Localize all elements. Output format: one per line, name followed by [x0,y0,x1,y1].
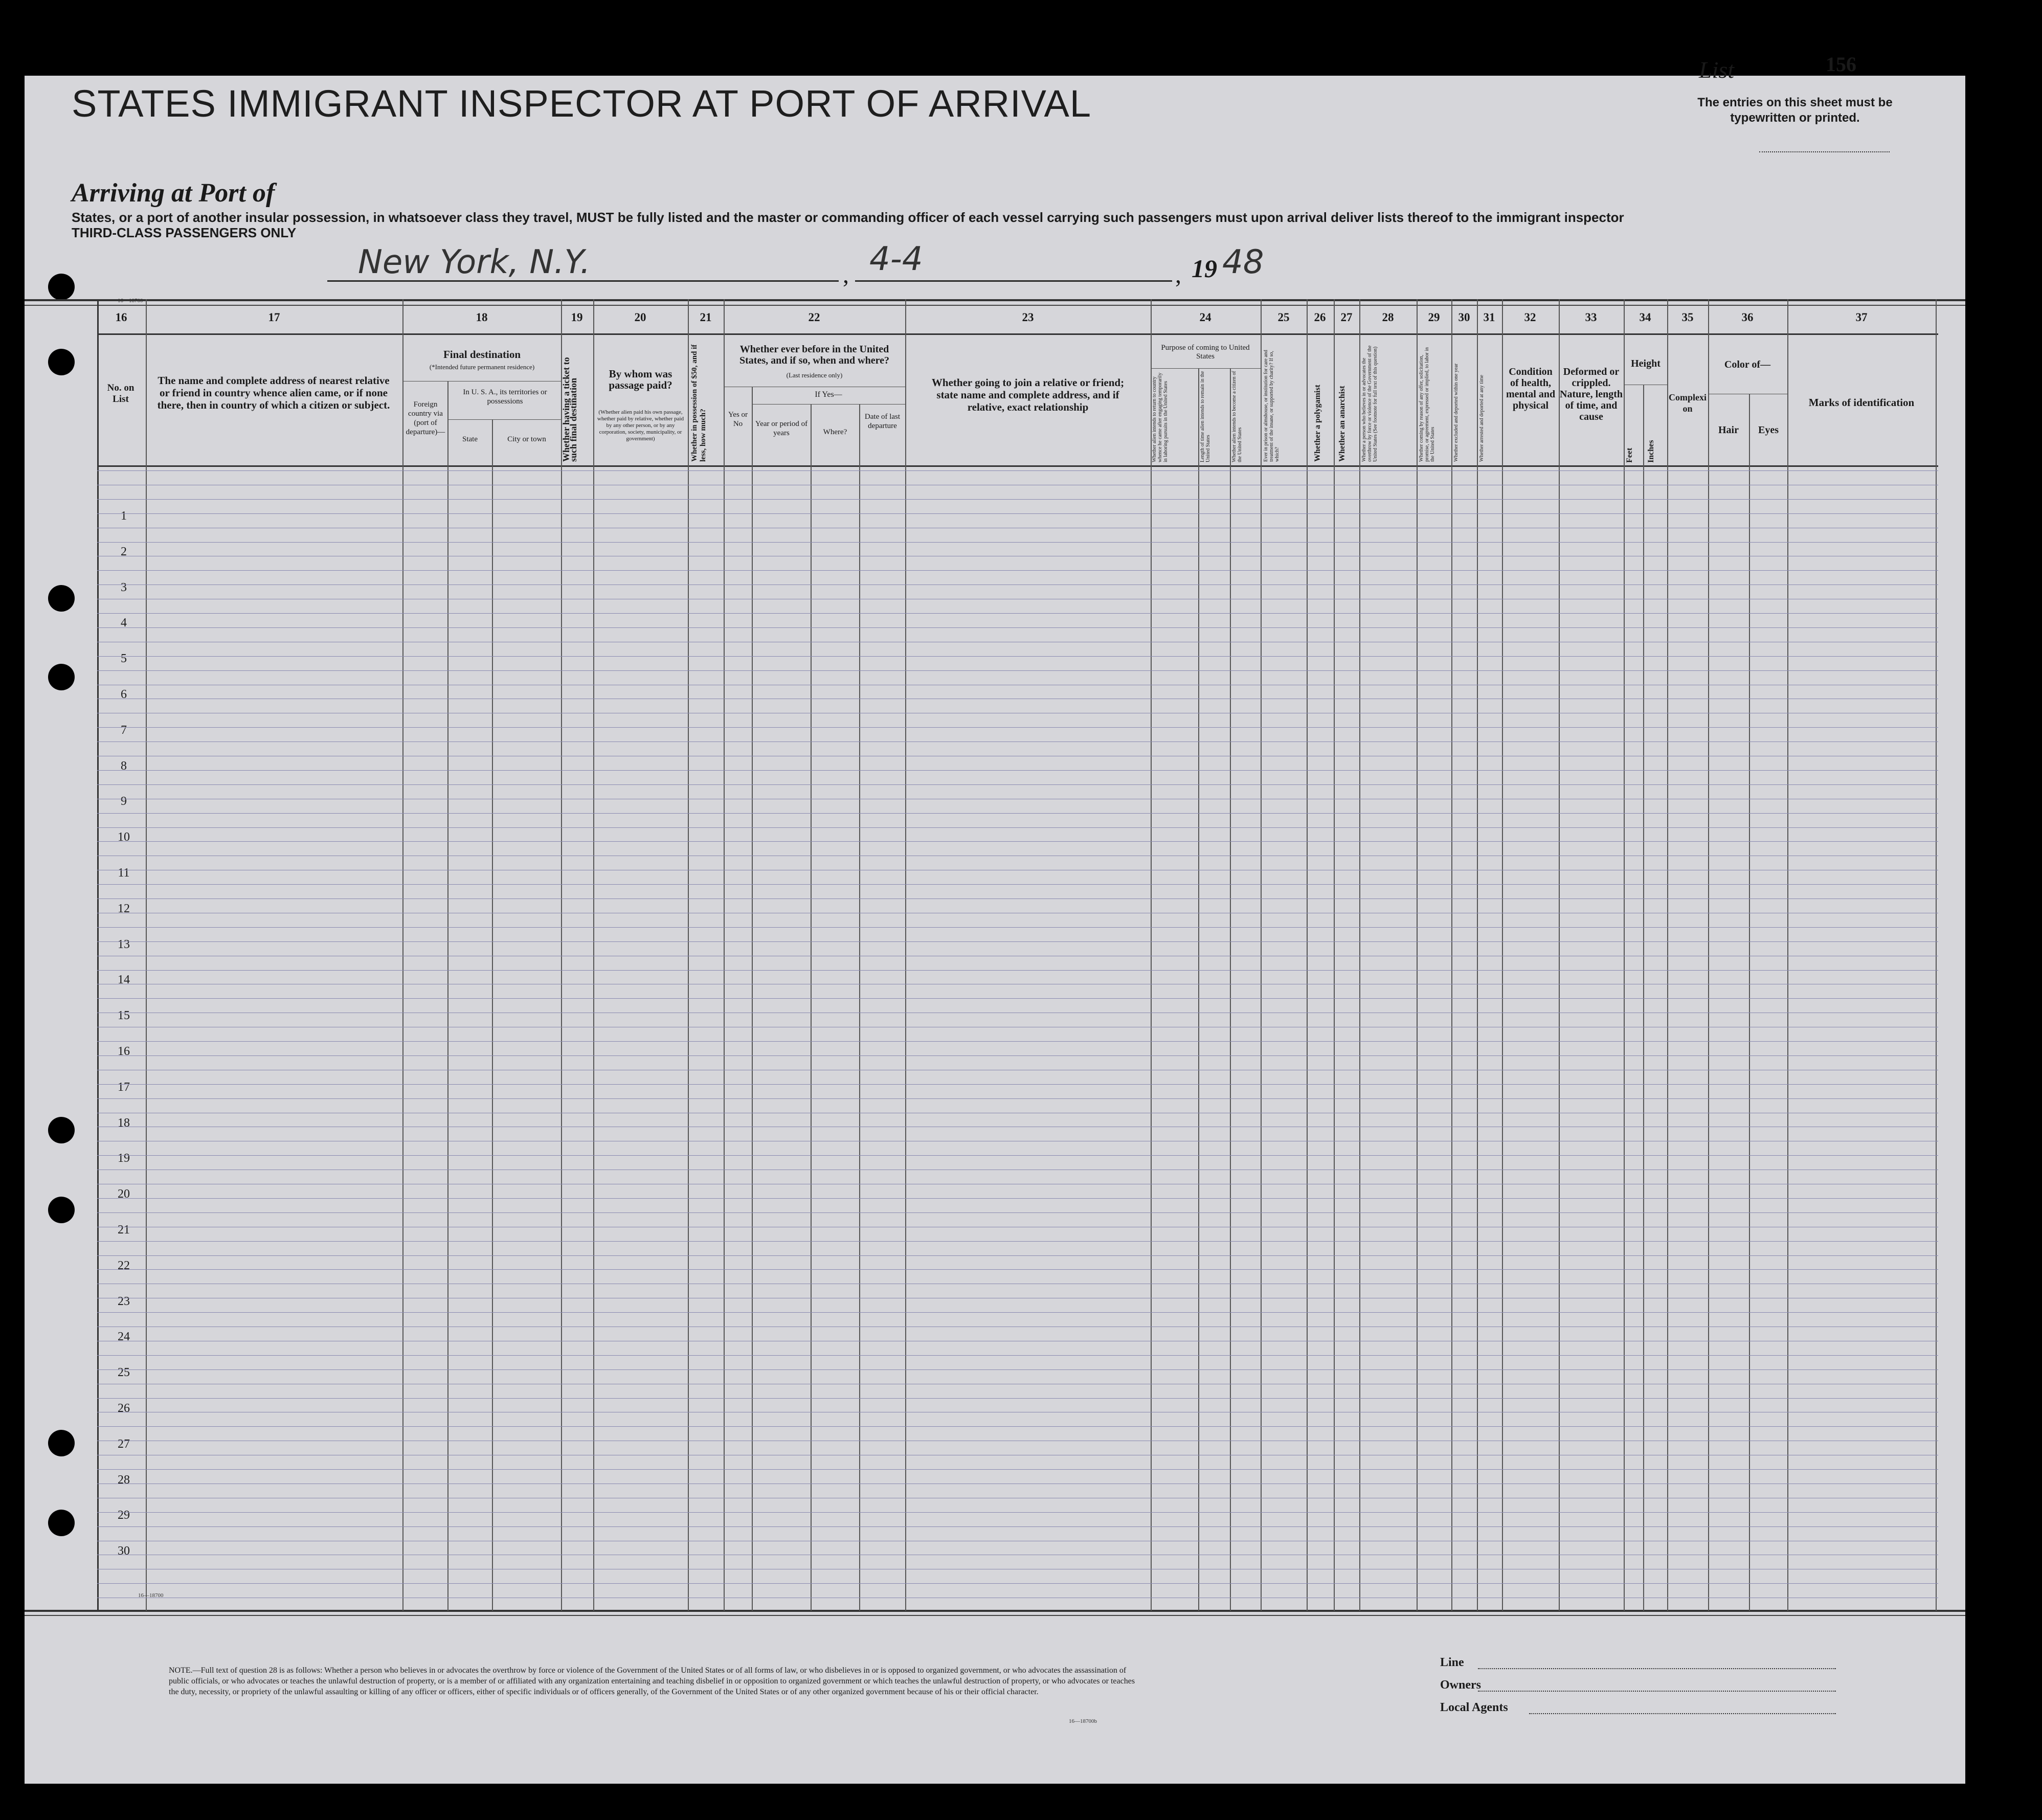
row-ruling [97,1255,1938,1256]
header-become-citizen: Whether alien intends to become a citizen of the United States [1231,371,1243,462]
year-prefix: 19 [1192,254,1217,283]
column-divider [1787,299,1788,1611]
row-number: 20 [118,1187,130,1201]
column-divider [1417,299,1418,1611]
row-number: 19 [118,1152,130,1165]
column-number: 22 [808,311,820,324]
row-ruling [97,1041,1938,1042]
header-passage-paid: By whom was passage paid? [609,368,672,391]
row-number: 7 [121,723,127,737]
column-divider [1502,299,1503,1611]
arriving-label: Arriving at Port of [72,178,275,208]
header-number-rule [97,333,1938,335]
column-number: 25 [1277,311,1290,324]
column-number: 18 [476,311,488,324]
list-underline [1759,151,1890,152]
header-city: City or town [507,435,546,443]
row-ruling [97,1198,1938,1199]
header-health: Condition of health, mental and physical [1506,366,1556,411]
form-subtitle: States, or a port of another insular possession, in whatsoever class they travel, MUST be fully listed and the master or commanding officer of each vessel carrying such passengers must upon arrival deliver lists thereof to the immigrant inspector [72,210,1624,225]
list-number: 156 [1826,53,1856,76]
column-divider [1359,299,1360,1611]
footer-agents-label: Local Agents [1440,1701,1508,1714]
column-number: 30 [1458,311,1470,324]
header-years: Year or period of years [755,420,808,437]
row-ruling [97,656,1938,657]
row-number: 27 [118,1437,130,1451]
column-divider [1151,299,1152,1611]
header-date-departure: Date of last departure [864,413,901,430]
row-number: 10 [118,830,130,844]
passenger-class: THIRD-CLASS PASSENGERS ONLY [72,225,297,240]
form-code-bottom-left: 16—18700 [138,1592,164,1599]
header-if-yes: If Yes— [815,390,842,399]
table-bottom-rule [25,1615,1965,1616]
table-top-rule [25,305,1965,306]
row-ruling [97,827,1938,828]
header-anarchist: Whether an anarchist [1338,386,1347,462]
column-number: 35 [1681,311,1694,324]
row-ruling [97,884,1938,885]
header-prison: Ever in prison or almshouse, or institution for care and treatment of the insane, or supported by charity? If so, which? [1263,350,1280,462]
header-polygamist: Whether a polygamist [1313,385,1322,462]
subheader-rule [447,419,561,420]
column-divider [1559,299,1560,1611]
form-code-top: 16—18700 [118,298,143,304]
header-labor-offer: Whether coming by reason of any offer, solicitation, promise, or agreement, expressed or implied, to labor in the United States [1419,347,1435,462]
column-divider [1451,299,1452,1611]
row-ruling [97,1526,1938,1527]
header-return-country: Whether alien intends to return to country whence he came after engaging temporarily in laboring pursuits in the United States [1152,372,1169,462]
comma: , [1175,261,1181,288]
comma: , [843,261,849,288]
column-divider [1198,368,1199,1611]
question-28-note: NOTE.—Full text of question 28 is as follows: Whether a person who believes in or advocates the overthrow by force or violence of the Government of the United States or of all forms of law, or who disbelieves in or is opposed to organized government, or who advocates the assassination of public officials, or who advocates or teaches the unlawful destruction of property, or is a member of or affiliated with any organization entertaining and teaching disbelief in or opposition to organized government or which teaches the unlawful destruction of property, or who advocates or teaches the duty, necessity, or propriety of the unlawful assaulting or killing of any officer or officers, either of specific individuals or of officers generally, of the Government of the United States or of any other organized government because of his or their official character. [169,1666,1135,1696]
header-color-of: Color of— [1724,359,1771,370]
column-divider [724,299,725,1611]
row-number: 9 [121,795,127,808]
column-divider [492,419,493,1611]
column-number: 16 [115,311,127,324]
column-number: 26 [1314,311,1326,324]
column-number: 33 [1585,311,1597,324]
row-ruling [97,941,1938,942]
row-number: 16 [118,1045,130,1058]
column-number: 31 [1483,311,1495,324]
row-ruling [97,770,1938,771]
binder-hole [48,349,75,375]
column-divider [1624,299,1625,1611]
column-divider [1749,394,1750,1611]
header-previous-us-sub: (Last residence only) [786,371,843,379]
typewritten-note: The entries on this sheet must be typewritten or printed. [1697,96,1893,125]
header-yes-no: Yes or No [728,411,748,428]
table-bottom-rule [25,1610,1965,1612]
header-ticket: Whether having a ticket to such final destination [561,357,578,462]
header-marks: Marks of identification [1808,396,1915,409]
row-ruling [97,1055,1938,1056]
footer-owners-field [1478,1691,1836,1692]
row-number: 26 [118,1402,130,1415]
row-number: 22 [118,1259,130,1272]
row-ruling [97,727,1938,728]
row-ruling [97,1212,1938,1213]
binder-hole [48,585,75,612]
column-number: 24 [1199,311,1211,324]
row-ruling [97,998,1938,999]
form-code-bottom-right: 16—18700b [1069,1718,1097,1724]
header-foreign-country: Foreign country via (port of departure)— [406,400,445,436]
column-divider [1477,299,1478,1611]
row-ruling [97,1426,1938,1427]
column-number: 32 [1524,311,1536,324]
header-no-on-list: No. on List [107,383,134,405]
header-hair: Hair [1718,424,1739,436]
header-join-relative: Whether going to join a relative or friend; state name and complete address, and if relative, exact relationship [931,376,1125,413]
port-handwritten: New York, N.Y. [358,243,591,281]
row-ruling [97,1098,1938,1099]
column-number: 21 [700,311,712,324]
row-number: 25 [118,1366,130,1380]
row-number: 5 [121,652,127,666]
header-arrested: Whether arrested and deported at any time [1479,375,1485,462]
footer-line-label: Line [1440,1656,1464,1669]
column-divider [1708,299,1709,1611]
row-ruling [97,1241,1938,1242]
row-ruling [97,513,1938,514]
column-number: 19 [571,311,583,324]
header-passage-paid-sub: (Whether alien paid his own passage, whether paid by relative, whether paid by any other person, or by any corporation, society, municipality, or government) [597,409,684,442]
header-length-stay: Length of time alien intends to remain in the United States [1200,371,1211,462]
year-handwritten: 48 [1222,243,1264,281]
row-ruling [97,570,1938,571]
document-sheet [25,76,1965,1784]
column-number: 27 [1340,311,1353,324]
header-usa: In U. S. A., its territories or possessions [463,388,547,406]
header-feet: Feet [1625,447,1634,463]
column-divider [1667,299,1668,1611]
row-ruling [97,670,1938,671]
header-where: Where? [823,428,847,436]
row-number: 2 [121,545,127,558]
subheader-rule [1151,368,1261,369]
table-top-rule [25,299,1965,301]
row-number: 17 [118,1080,130,1094]
row-number: 6 [121,688,127,701]
row-ruling [97,1269,1938,1270]
header-nearest-relative: The name and complete address of nearest relative or friend in country whence alien came, or if none there, then in country of which a citizen or subject. [157,374,390,411]
header-height: Height [1631,358,1660,369]
header-final-destination: Final destination [443,348,521,361]
column-divider [1230,368,1231,1611]
row-number: 8 [121,759,127,773]
row-ruling [97,898,1938,899]
row-number: 14 [118,973,130,987]
row-number: 24 [118,1330,130,1344]
row-ruling [97,1369,1938,1370]
row-ruling [97,1312,1938,1313]
header-excluded: Whether excluded and deported within one year [1453,363,1459,462]
footer-line-field [1478,1668,1836,1669]
row-number: 3 [121,580,127,594]
column-number: 23 [1022,311,1034,324]
header-deformed: Deformed or crippled. Nature, length of time, and cause [1560,366,1623,422]
header-final-destination-sub: (*Intended future permanent residence) [429,363,535,371]
column-divider [1936,299,1937,1611]
binder-hole [48,1510,75,1536]
row-ruling [97,613,1938,614]
row-ruling [97,1155,1938,1156]
row-ruling [97,470,1938,471]
row-ruling [97,1398,1938,1399]
column-number: 28 [1382,311,1394,324]
row-number: 4 [121,616,127,630]
row-number: 11 [118,866,130,880]
column-divider [561,299,562,1611]
column-divider [593,299,594,1611]
row-ruling [97,927,1938,928]
row-number: 18 [118,1116,130,1130]
footer-agents-field [1529,1713,1836,1714]
row-ruling [97,970,1938,971]
form-title: STATES IMMIGRANT INSPECTOR AT PORT OF ARRIVAL [72,82,1092,125]
column-number: 37 [1855,311,1868,324]
row-number: 30 [118,1544,130,1558]
row-number: 12 [118,902,130,915]
row-number: 28 [118,1473,130,1487]
column-divider [1261,299,1262,1611]
header-complexion: Complexion [1669,392,1707,414]
binder-hole [48,1117,75,1143]
binder-hole [48,664,75,690]
row-ruling [97,784,1938,785]
row-ruling [97,813,1938,814]
column-divider [688,299,689,1611]
row-ruling [97,1469,1938,1470]
column-divider [1643,385,1644,1611]
row-number: 23 [118,1294,130,1308]
row-ruling [97,542,1938,543]
row-number: 29 [118,1509,130,1522]
header-purpose: Purpose of coming to United States [1161,344,1250,361]
column-divider [905,299,906,1611]
header-overthrow: Whether a person who believes in or advocates the overthrow by force or violence of the Government of the United States (See footnote for full text of this question) [1361,345,1378,462]
header-state: State [462,435,478,443]
binder-hole [48,1430,75,1456]
row-number: 1 [121,509,127,523]
row-ruling [97,1355,1938,1356]
row-ruling [97,499,1938,500]
row-ruling [97,627,1938,628]
row-ruling [97,1084,1938,1085]
row-number: 21 [118,1223,130,1237]
binder-hole [48,1197,75,1223]
column-divider [1334,299,1335,1611]
subheader-rule [752,404,905,405]
column-divider [402,299,403,1611]
column-number: 17 [268,311,280,324]
row-ruling [97,841,1938,842]
header-bottom-rule [97,465,1938,467]
column-number: 29 [1428,311,1440,324]
date-handwritten: 4-4 [869,240,923,278]
header-eyes: Eyes [1758,424,1779,436]
header-previous-us: Whether ever before in the United States, and if so, when and where? [739,344,889,366]
row-number: 13 [118,937,130,951]
list-label: List [1699,57,1735,83]
row-ruling [97,1583,1938,1584]
header-inches: Inches [1647,440,1655,463]
row-ruling [97,1512,1938,1513]
footer-owners-label: Owners [1440,1678,1481,1692]
column-divider [1307,299,1308,1611]
row-number: 15 [118,1009,130,1023]
date-underline [855,280,1172,282]
column-number: 20 [634,311,646,324]
binder-hole [48,274,75,300]
column-number: 34 [1639,311,1651,324]
column-number: 36 [1741,311,1754,324]
header-fifty-dollars: Whether in possession of $50, and if less, how much? [690,344,707,462]
